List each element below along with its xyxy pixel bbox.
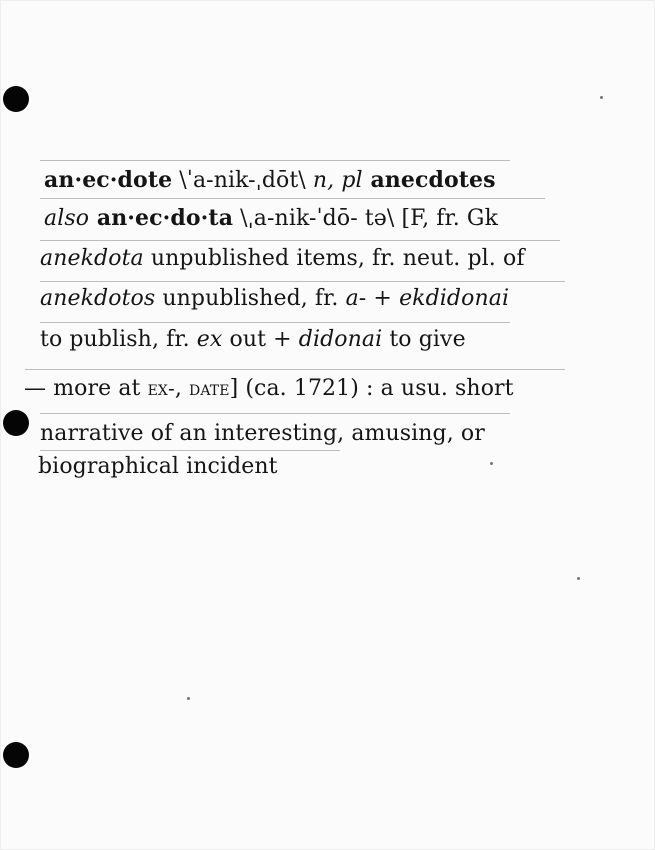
etymology-text: unpublished, fr. [155,286,346,311]
cross-reference-text: — more at [24,376,148,401]
cross-reference-ex: ex- [147,376,175,400]
etymon-anekdota: anekdota [40,246,144,271]
headword: an·ec·dote [44,167,173,193]
part-of-speech: n, pl [312,168,363,193]
pronunciation: \ˈa-nik-ˌdōt\ [172,168,313,193]
plus-sign: + [366,286,400,311]
cross-reference-separator: , [174,376,190,401]
alternate-plural: an·ec·do·ta [89,205,234,231]
prefix-a: a- [345,286,367,311]
date-and-definition: ] (ca. 1721) : a usu. short [229,376,514,401]
definition-text: narrative of an interesting, amusing, or [40,421,485,446]
etymon-ex: ex [196,327,223,352]
etymology-text: out + [222,327,299,352]
etymon-ekdidonai: ekdidonai [399,286,510,311]
entry-line-3 [40,245,525,273]
entry-line-5 [40,326,466,354]
etymology-text: to give [382,327,466,352]
etymology-text: unpublished items, fr. neut. pl. of [143,246,525,271]
entry-line-2 [44,204,498,233]
entry-line-6 [24,374,514,403]
plural-form: anecdotes [362,167,496,193]
entry-line-8 [38,453,278,481]
entry-line-1 [44,166,496,195]
alternate-pronunciation: \ˌa-nik-ˈdō- tə\ [F, fr. Gk [233,206,499,231]
etymon-didonai: didonai [298,327,383,352]
entry-line-4 [40,285,509,313]
entry-line-7 [40,420,485,448]
cross-reference-date: date [189,376,230,400]
also-label: also [44,206,90,231]
definition-text: biographical incident [38,454,278,479]
etymon-anekdotos: anekdotos [40,286,156,311]
etymology-text: to publish, fr. [40,327,197,352]
